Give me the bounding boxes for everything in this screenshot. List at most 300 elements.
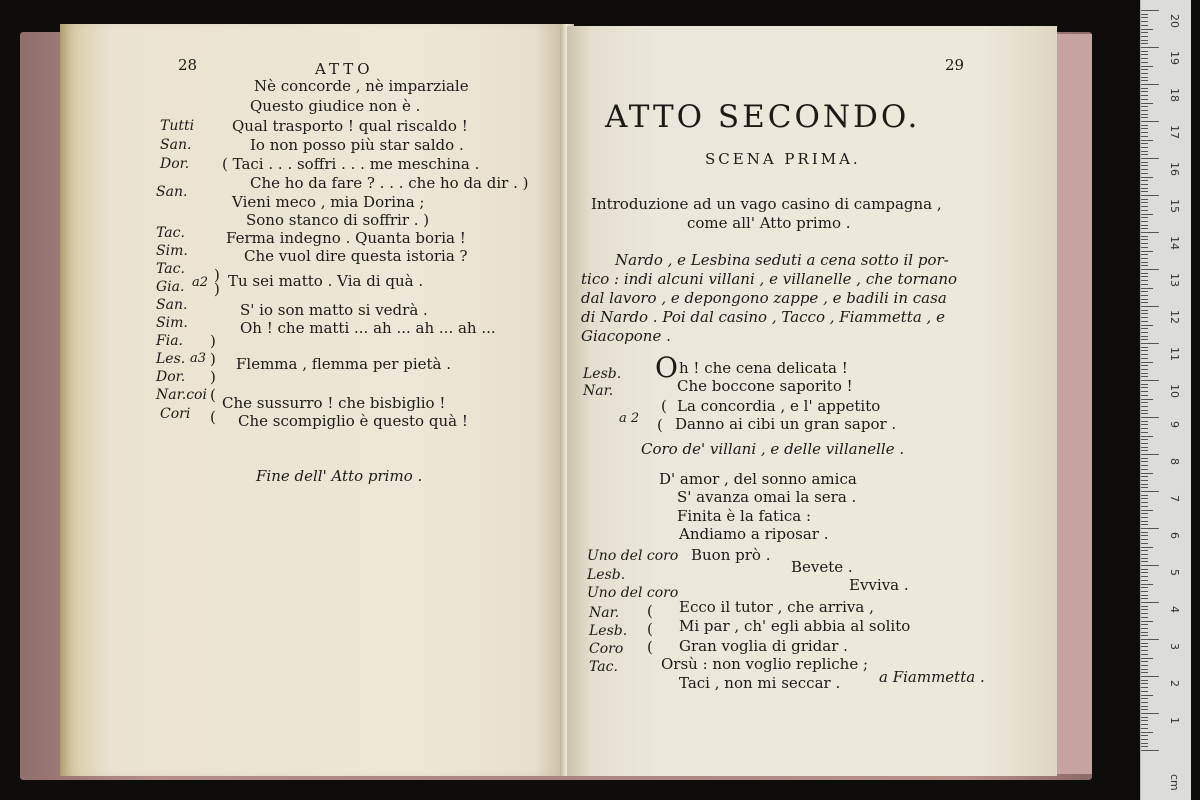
- ruler-tick: [1141, 658, 1153, 659]
- verse-line: Che sussurro ! che bisbiglio !: [222, 394, 446, 412]
- ruler-tick: [1141, 362, 1153, 363]
- ruler-tick: [1141, 628, 1148, 629]
- right-page: [567, 26, 1057, 776]
- ruler-tick: [1141, 54, 1148, 55]
- ruler-tick: [1141, 461, 1148, 462]
- speaker-label: Sim.: [156, 243, 188, 259]
- ruler-tick: [1141, 458, 1148, 459]
- ruler-tick: [1141, 51, 1148, 52]
- ruler-tick: [1141, 421, 1148, 422]
- ruler-tick: [1141, 491, 1159, 492]
- ruler-tick: [1141, 399, 1153, 400]
- ruler-tick: [1141, 410, 1148, 411]
- ruler-number: 13: [1168, 273, 1181, 287]
- ruler-tick: [1141, 147, 1148, 148]
- ruler-tick: [1141, 413, 1148, 414]
- ruler-number: 8: [1168, 458, 1181, 465]
- speaker-label: Tac.: [156, 225, 185, 241]
- verse-line: Gran voglia di gridar .: [679, 637, 848, 655]
- stage-direction-line: tico : indi alcuni villani , e villanelle , che tornano: [581, 270, 958, 288]
- ruler-tick: [1141, 683, 1148, 684]
- ruler-tick: [1141, 66, 1153, 67]
- ruler-tick: [1141, 598, 1148, 599]
- ruler-tick: [1141, 473, 1153, 474]
- ruler-number: 4: [1168, 606, 1181, 613]
- ruler-tick: [1141, 121, 1159, 122]
- ruler-tick: [1141, 114, 1148, 115]
- ruler-tick: [1141, 325, 1153, 326]
- ruler-tick: [1141, 365, 1148, 366]
- ruler-tick: [1141, 328, 1148, 329]
- ruler-tick: [1141, 25, 1148, 26]
- ruler-number: 10: [1168, 384, 1181, 398]
- ruler-tick: [1141, 506, 1148, 507]
- ruler-tick: [1141, 173, 1148, 174]
- ruler-tick: [1141, 528, 1159, 529]
- ruler-tick: [1141, 269, 1159, 270]
- speaker-label: Les.: [156, 351, 186, 367]
- brace: (: [647, 620, 653, 638]
- ruler-tick: [1141, 232, 1159, 233]
- verse-line: Ecco il tutor , che arriva ,: [679, 598, 874, 616]
- ruler-tick: [1141, 29, 1153, 30]
- verse-line: Andiamo a riposar .: [679, 525, 829, 543]
- verse-line: Danno ai cibi un gran sapor .: [675, 415, 897, 433]
- ruler-tick: [1141, 576, 1148, 577]
- ruler-tick: [1141, 724, 1148, 725]
- speaker-label: San.: [156, 184, 188, 200]
- ruler-number: 14: [1168, 236, 1181, 250]
- ruler-tick: [1141, 69, 1148, 70]
- ruler-tick: [1141, 635, 1148, 636]
- ruler-tick: [1141, 524, 1148, 525]
- speaker-label: Tutti: [160, 118, 195, 134]
- ruler-tick: [1141, 702, 1148, 703]
- ruler-tick: [1141, 350, 1148, 351]
- ruler-tick: [1141, 580, 1148, 581]
- speaker-label: Uno del coro: [587, 548, 679, 564]
- speaker-label: Tac.: [589, 659, 618, 675]
- page-number: 28: [178, 56, 198, 74]
- ruler-tick: [1141, 521, 1148, 522]
- ruler-tick: [1141, 84, 1159, 85]
- ruler-tick: [1141, 302, 1148, 303]
- brace: (: [210, 386, 216, 404]
- ruler-tick: [1141, 80, 1148, 81]
- ruler-tick: [1141, 572, 1148, 573]
- ruler-tick: [1141, 10, 1159, 11]
- verse-line: Sono stanco di soffrir . ): [246, 211, 430, 229]
- verse-line: Vieni meco , mia Dorina ;: [232, 193, 425, 211]
- ruler-tick: [1141, 295, 1148, 296]
- act-title: ATTO SECONDO.: [605, 99, 921, 135]
- ruler-tick: [1141, 469, 1148, 470]
- ruler-number: 1: [1168, 717, 1181, 724]
- stage-direction-line: Giacopone .: [581, 327, 671, 345]
- ruler-tick: [1141, 313, 1148, 314]
- ruler-tick: [1141, 743, 1148, 744]
- brace: (: [210, 408, 216, 426]
- speaker-label: Nar.: [589, 605, 620, 621]
- speaker-label: Nar.: [583, 383, 614, 399]
- ruler-tick: [1141, 750, 1159, 751]
- ruler-tick: [1141, 291, 1148, 292]
- ruler-tick: [1141, 43, 1148, 44]
- ruler-tick: [1141, 669, 1148, 670]
- measurement-ruler: [1140, 0, 1191, 800]
- ruler-tick: [1141, 735, 1148, 736]
- scene-title: SCENA PRIMA.: [705, 150, 861, 168]
- ruler-tick: [1141, 77, 1148, 78]
- ruler-tick: [1141, 695, 1153, 696]
- ruler-tick: [1141, 495, 1148, 496]
- speaker-label: Lesb.: [587, 567, 626, 583]
- ruler-tick: [1141, 717, 1148, 718]
- ruler-tick: [1141, 32, 1148, 33]
- ruler-tick: [1141, 380, 1159, 381]
- ruler-tick: [1141, 502, 1148, 503]
- ruler-number: 6: [1168, 532, 1181, 539]
- brace: ): [210, 332, 216, 350]
- ruler-tick: [1141, 539, 1148, 540]
- ruler-tick: [1141, 21, 1148, 22]
- brace: (: [661, 397, 667, 415]
- ruler-number: 19: [1168, 51, 1181, 65]
- ruler-tick: [1141, 254, 1148, 255]
- ruler-tick: [1141, 698, 1148, 699]
- speaker-label: Tac.: [156, 261, 185, 277]
- ruler-tick: [1141, 62, 1148, 63]
- verse-line: Oh ! che matti ... ah ... ah ... ah ...: [240, 319, 496, 337]
- ruler-unit-label: cm: [1168, 774, 1181, 791]
- ruler-tick: [1141, 177, 1153, 178]
- ruler-tick: [1141, 251, 1153, 252]
- verse-line: Questo giudice non è .: [250, 97, 421, 115]
- act-end-note: Fine dell' Atto primo .: [256, 467, 423, 485]
- verse-line: Mi par , ch' egli abbia al solito: [679, 617, 911, 635]
- ruler-tick: [1141, 132, 1148, 133]
- ruler-tick: [1141, 165, 1148, 166]
- speaker-label: Dor.: [156, 369, 186, 385]
- ruler-number: 17: [1168, 125, 1181, 139]
- ruler-number: 11: [1168, 347, 1181, 361]
- verse-line: ( Taci . . . soffri . . . me meschina .: [222, 155, 480, 173]
- ruler-tick: [1141, 558, 1148, 559]
- ruler-tick: [1141, 672, 1148, 673]
- ruler-tick: [1141, 247, 1148, 248]
- ruler-tick: [1141, 236, 1148, 237]
- ruler-tick: [1141, 602, 1159, 603]
- speaker-label: Uno del coro: [587, 585, 679, 601]
- ruler-tick: [1141, 447, 1148, 448]
- ruler-tick: [1141, 199, 1148, 200]
- ruler-number: 20: [1168, 14, 1181, 28]
- ruler-tick: [1141, 584, 1153, 585]
- left-page: [60, 24, 565, 776]
- ruler-tick: [1141, 513, 1148, 514]
- ruler-tick: [1141, 191, 1148, 192]
- ruler-tick: [1141, 465, 1148, 466]
- ruler-tick: [1141, 188, 1148, 189]
- ruler-tick: [1141, 395, 1148, 396]
- ruler-tick: [1141, 591, 1148, 592]
- ruler-tick: [1141, 99, 1148, 100]
- ruler-tick: [1141, 262, 1148, 263]
- ruler-tick: [1141, 687, 1148, 688]
- verse-line: Nè concorde , nè imparziale: [254, 77, 469, 95]
- ruler-tick: [1141, 732, 1153, 733]
- ruler-tick: [1141, 706, 1148, 707]
- ruler-tick: [1141, 554, 1148, 555]
- verse-line: Ferma indegno . Quanta boria !: [226, 229, 466, 247]
- brace: (: [647, 602, 653, 620]
- ruler-tick: [1141, 569, 1148, 570]
- ruler-tick: [1141, 428, 1148, 429]
- ruler-tick: [1141, 276, 1148, 277]
- brace: ): [210, 368, 216, 386]
- ruler-tick: [1141, 643, 1148, 644]
- ruler-tick: [1141, 128, 1148, 129]
- verse-line: Bevete .: [791, 558, 853, 576]
- ruler-tick: [1141, 621, 1153, 622]
- ruler-tick: [1141, 391, 1148, 392]
- ruler-tick: [1141, 332, 1148, 333]
- speaker-label: Fia.: [156, 333, 183, 349]
- ruler-tick: [1141, 384, 1148, 385]
- ruler-tick: [1141, 73, 1148, 74]
- ruler-tick: [1141, 354, 1148, 355]
- ruler-tick: [1141, 691, 1148, 692]
- ruler-tick: [1141, 265, 1148, 266]
- speaker-label: Coro: [589, 641, 624, 657]
- ruler-tick: [1141, 321, 1148, 322]
- ruler-tick: [1141, 169, 1148, 170]
- verse-line: Tu sei matto . Via di quà .: [228, 272, 424, 290]
- verse-line: Che scompiglio è questo quà !: [238, 412, 468, 430]
- ruler-tick: [1141, 280, 1148, 281]
- stage-direction-line: Nardo , e Lesbina seduti a cena sotto il por-: [615, 251, 949, 269]
- ruler-number: 7: [1168, 495, 1181, 502]
- ruler-tick: [1141, 358, 1148, 359]
- a2-marker: a 2: [619, 411, 640, 426]
- ruler-tick: [1141, 543, 1148, 544]
- ruler-tick: [1141, 713, 1159, 714]
- ruler-number: 12: [1168, 310, 1181, 324]
- ruler-tick: [1141, 228, 1148, 229]
- ruler-number: 9: [1168, 421, 1181, 428]
- stage-aside: a Fiammetta .: [879, 668, 985, 686]
- verse-line: Orsù : non voglio repliche ;: [661, 655, 869, 673]
- ruler-tick: [1141, 606, 1148, 607]
- ruler-tick: [1141, 40, 1148, 41]
- ruler-tick: [1141, 347, 1148, 348]
- ruler-tick: [1141, 369, 1148, 370]
- ruler-tick: [1141, 402, 1148, 403]
- ruler-tick: [1141, 125, 1148, 126]
- speaker-label: San.: [160, 137, 192, 153]
- ruler-tick: [1141, 284, 1148, 285]
- ruler-tick: [1141, 646, 1148, 647]
- ruler-tick: [1141, 210, 1148, 211]
- speaker-label: San.: [156, 297, 188, 313]
- ruler-tick: [1141, 288, 1153, 289]
- ruler-tick: [1141, 47, 1159, 48]
- ruler-tick: [1141, 387, 1148, 388]
- ruler-tick: [1141, 58, 1148, 59]
- ruler-tick: [1141, 624, 1148, 625]
- ruler-tick: [1141, 306, 1159, 307]
- ruler-tick: [1141, 480, 1148, 481]
- ruler-tick: [1141, 720, 1148, 721]
- verse-line: Finita è la fatica :: [677, 507, 812, 525]
- ruler-tick: [1141, 214, 1153, 215]
- running-head: ATTO: [315, 60, 374, 78]
- ruler-tick: [1141, 88, 1148, 89]
- ruler-tick: [1141, 136, 1148, 137]
- speaker-label: Lesb.: [583, 366, 622, 382]
- ruler-tick: [1141, 406, 1148, 407]
- ruler-tick: [1141, 417, 1159, 418]
- ruler-tick: [1141, 106, 1148, 107]
- brace: ): [214, 266, 220, 284]
- ruler-tick: [1141, 95, 1148, 96]
- ruler-tick: [1141, 310, 1148, 311]
- verse-line: Che boccone saporito !: [677, 377, 853, 395]
- drop-cap: O: [655, 351, 678, 384]
- ruler-tick: [1141, 443, 1148, 444]
- ruler-tick: [1141, 17, 1148, 18]
- ruler-tick: [1141, 258, 1148, 259]
- speaker-label: Dor.: [160, 156, 190, 172]
- speaker-label: Nar.coi: [156, 387, 207, 403]
- verse-line: Evviva .: [849, 576, 909, 594]
- ruler-tick: [1141, 180, 1148, 181]
- ruler-tick: [1141, 450, 1148, 451]
- ruler-tick: [1141, 424, 1148, 425]
- ruler-tick: [1141, 206, 1148, 207]
- ruler-tick: [1141, 654, 1148, 655]
- ruler-tick: [1141, 117, 1148, 118]
- ruler-tick: [1141, 728, 1148, 729]
- verse-line: Io non posso più star saldo .: [250, 136, 464, 154]
- ruler-tick: [1141, 661, 1148, 662]
- ruler-tick: [1141, 195, 1159, 196]
- brace: (: [647, 638, 653, 656]
- ruler-tick: [1141, 432, 1148, 433]
- ruler-tick: [1141, 317, 1148, 318]
- verse-line: h ! che cena delicata !: [679, 359, 848, 377]
- ruler-tick: [1141, 162, 1148, 163]
- ruler-tick: [1141, 739, 1148, 740]
- ruler-tick: [1141, 436, 1153, 437]
- ruler-tick: [1141, 639, 1159, 640]
- ruler-number: 15: [1168, 199, 1181, 213]
- ruler-tick: [1141, 217, 1148, 218]
- stage-direction-line: di Nardo . Poi dal casino , Tacco , Fiammetta , e: [581, 308, 945, 326]
- ruler-tick: [1141, 665, 1148, 666]
- intro-line: Introduzione ad un vago casino di campagna ,: [591, 195, 942, 213]
- ruler-tick: [1141, 154, 1148, 155]
- ruler-tick: [1141, 547, 1153, 548]
- ruler-tick: [1141, 617, 1148, 618]
- ruler-tick: [1141, 476, 1148, 477]
- ruler-tick: [1141, 140, 1153, 141]
- brace: (: [657, 416, 663, 434]
- ruler-number: 3: [1168, 643, 1181, 650]
- verse-line: S' avanza omai la sera .: [677, 488, 857, 506]
- ruler-tick: [1141, 587, 1148, 588]
- ruler-tick: [1141, 676, 1159, 677]
- ruler-tick: [1141, 299, 1148, 300]
- ruler-tick: [1141, 273, 1148, 274]
- ruler-tick: [1141, 709, 1148, 710]
- ruler-tick: [1141, 225, 1148, 226]
- ruler-tick: [1141, 376, 1148, 377]
- verse-line: D' amor , del sonno amica: [659, 470, 857, 488]
- ruler-tick: [1141, 565, 1159, 566]
- ruler-tick: [1141, 243, 1148, 244]
- ruler-tick: [1141, 650, 1148, 651]
- ruler-tick: [1141, 550, 1148, 551]
- ruler-tick: [1141, 239, 1148, 240]
- verse-line: La concordia , e l' appetito: [677, 397, 881, 415]
- speaker-label: Lesb.: [589, 623, 628, 639]
- ruler-tick: [1141, 680, 1148, 681]
- ruler-tick: [1141, 184, 1148, 185]
- ruler-tick: [1141, 14, 1148, 15]
- stage-direction-line: dal lavoro , e depongono zappe , e badili in casa: [581, 289, 947, 307]
- intro-line: come all' Atto primo .: [687, 214, 851, 232]
- ruler-tick: [1141, 454, 1159, 455]
- ruler-tick: [1141, 339, 1148, 340]
- verse-line: S' io son matto si vedrà .: [240, 301, 428, 319]
- ruler-tick: [1141, 221, 1148, 222]
- ruler-number: 5: [1168, 569, 1181, 576]
- ruler-tick: [1141, 103, 1153, 104]
- speaker-label: Sim.: [156, 315, 188, 331]
- brace: ): [214, 280, 220, 298]
- ruler-tick: [1141, 91, 1148, 92]
- ruler-tick: [1141, 487, 1148, 488]
- ruler-tick: [1141, 36, 1148, 37]
- speaker-label: Cori: [160, 406, 191, 422]
- ruler-tick: [1141, 609, 1148, 610]
- ruler-tick: [1141, 110, 1148, 111]
- verse-line: Che ho da fare ? . . . che ho da dir . ): [250, 174, 529, 192]
- a3-marker: a3: [190, 351, 207, 366]
- verse-line: Flemma , flemma per pietà .: [236, 355, 452, 373]
- ruler-tick: [1141, 151, 1148, 152]
- ruler-tick: [1141, 595, 1148, 596]
- page-number: 29: [945, 56, 965, 74]
- ruler-tick: [1141, 343, 1159, 344]
- chorus-heading: Coro de' villani , e delle villanelle .: [641, 440, 905, 458]
- ruler-tick: [1141, 439, 1148, 440]
- ruler-tick: [1141, 202, 1148, 203]
- verse-line: Buon prò .: [691, 546, 771, 564]
- ruler-tick: [1141, 517, 1148, 518]
- ruler-tick: [1141, 498, 1148, 499]
- ruler-number: 16: [1168, 162, 1181, 176]
- ruler-number: 18: [1168, 88, 1181, 102]
- ruler-tick: [1141, 561, 1148, 562]
- ruler-tick: [1141, 158, 1159, 159]
- ruler-tick: [1141, 373, 1148, 374]
- verse-line: Taci , non mi seccar .: [679, 674, 841, 692]
- ruler-tick: [1141, 143, 1148, 144]
- ruler-tick: [1141, 336, 1148, 337]
- brace: ): [210, 350, 216, 368]
